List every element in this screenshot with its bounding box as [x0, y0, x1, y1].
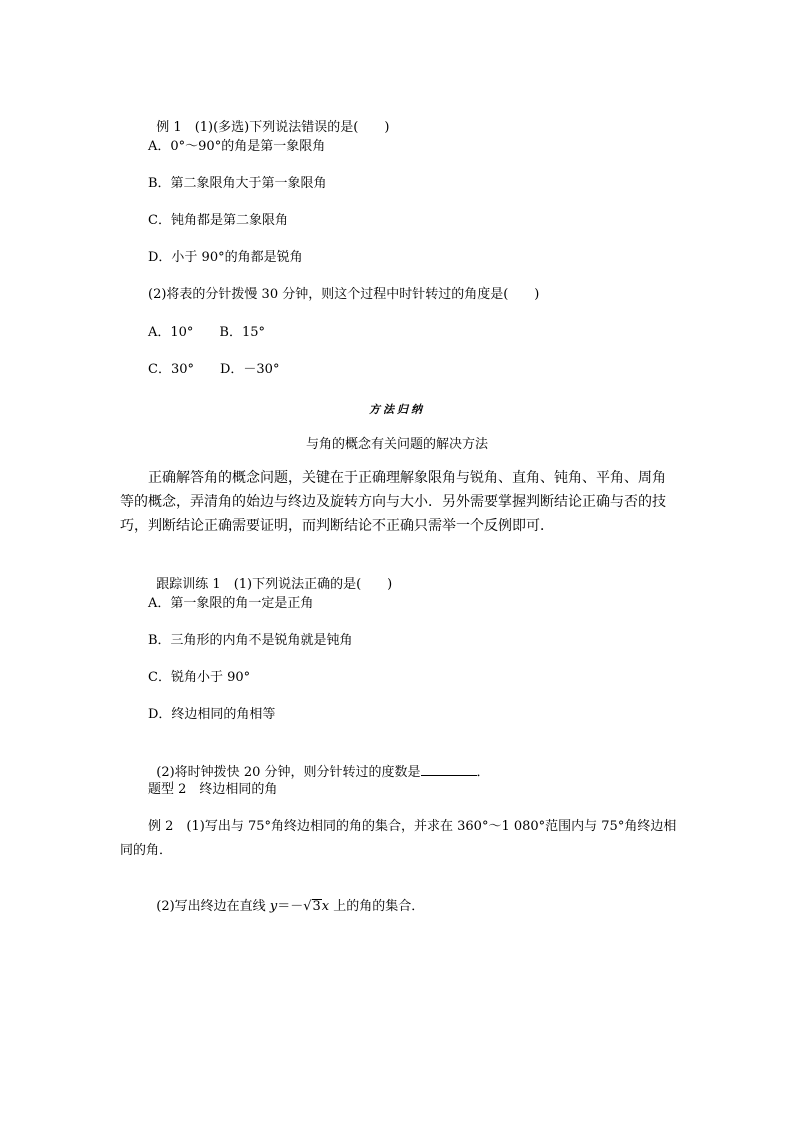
practice1-option-c: C．锐角小于 90°	[148, 670, 251, 685]
practice1-question1	[148, 558, 392, 594]
practice1-option-d: D．终边相同的角相等	[148, 707, 276, 722]
example2-question2	[148, 880, 424, 916]
example2-question1: 例 2 (1)写出与 75°角终边相同的角的集合，并求在 360°～1 080°范围内与 75°角终边相同的角．	[120, 819, 677, 858]
math-y: y	[269, 899, 278, 914]
type2-heading: 题型 2 终边相同的角	[148, 782, 278, 797]
method-tag: 方法归纳	[369, 403, 425, 416]
example1-q1-text: (1)(多选)下列说法错误的是( )	[194, 120, 390, 135]
example1-question2: (2)将表的分针拨慢 30 分钟，则这个过程中时针转过的角度是( )	[148, 287, 540, 302]
sqrt-radicand: 3	[312, 899, 321, 914]
example1-q2-options-row2: C．30° D．－30°	[148, 362, 280, 377]
practice1-question2	[148, 744, 490, 782]
practice1-option-a: A．第一象限的角一定是正角	[148, 596, 314, 611]
example1-option-b: B．第二象限角大于第一象限角	[148, 176, 327, 191]
practice1-label: 跟踪训练 1	[156, 577, 221, 592]
method-title: 与角的概念有关问题的解决方法	[305, 437, 488, 452]
practice1-option-b: B．三角形的内角不是锐角就是钝角	[148, 633, 353, 648]
math-equals-minus: ＝－	[277, 899, 304, 914]
sqrt-expression	[303, 898, 322, 916]
practice1-q1-text: (1)下列说法正确的是( )	[233, 577, 393, 592]
example2-q2-end: 上的角的集合．	[329, 899, 425, 914]
example1-option-c: C．钝角都是第二象限角	[148, 213, 288, 228]
example1-option-a: A．0°～90°的角是第一象限角	[148, 139, 326, 154]
answer-blank[interactable]	[421, 762, 477, 776]
method-paragraph: 正确解答角的概念问题，关键在于正确理解象限角与锐角、直角、钝角、平角、周角等的概念，弄清角的始边与终边及旋转方向与大小．另外需要掌握判断结论正确与否的技巧，判断结论正确需要证明，而判断结论不正确只需举一个反例即可．	[120, 470, 666, 534]
example2-q2-text: (2)写出终边在直线	[156, 899, 270, 914]
example1-label: 例 1	[156, 120, 182, 135]
example1-option-d: D．小于 90°的角都是锐角	[148, 250, 303, 265]
example1-question1	[148, 101, 389, 137]
math-x: x	[321, 899, 330, 914]
example1-q2-options-row1: A．10° B．15°	[148, 325, 266, 340]
sqrt-icon: √	[303, 899, 312, 914]
practice1-q2-end: ．	[476, 765, 490, 780]
practice1-q2-text: (2)将时钟拨快 20 分钟，则分针转过的度数是	[156, 765, 421, 780]
